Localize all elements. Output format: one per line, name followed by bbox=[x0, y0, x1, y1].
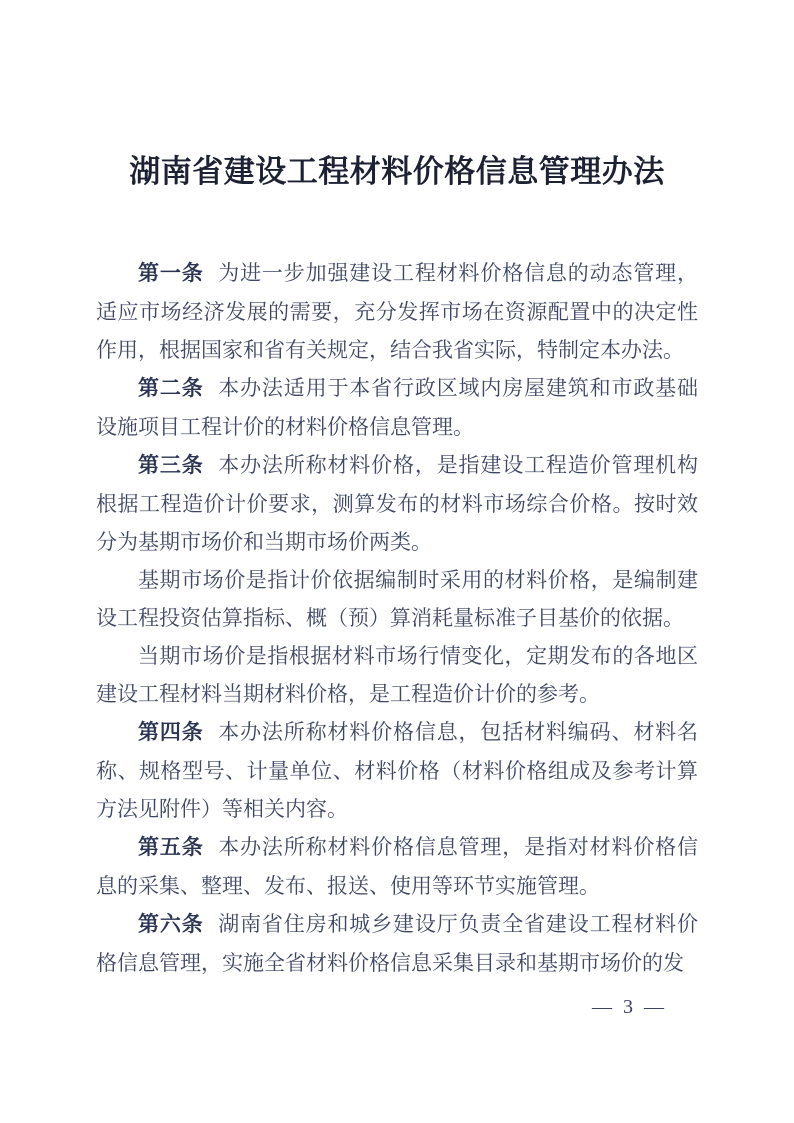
paragraph bbox=[96, 828, 698, 905]
paragraph bbox=[96, 637, 698, 713]
article-label: 第二条 bbox=[138, 377, 204, 400]
paragraph-text: 本办法所称材料价格，是指建设工程造价管理机构根据工程造价计价要求，测算发布的材料市场综合价格。按时效分为基期市场价和当期市场价两类。 bbox=[96, 453, 699, 554]
paragraph bbox=[96, 713, 698, 828]
paragraph-text: 为进一步加强建设工程材料价格信息的动态管理，适应市场经济发展的需要，充分发挥市场在资源配置中的决定性作用，根据国家和省有关规定，结合我省实际，特制定本办法。 bbox=[96, 261, 699, 362]
article-label: 第六条 bbox=[138, 913, 204, 936]
article-label: 第一条 bbox=[138, 262, 204, 285]
paragraph bbox=[96, 369, 698, 446]
paragraph bbox=[96, 561, 698, 637]
paragraph-text: 本办法适用于本省行政区域内房屋建筑和市政基础设施项目工程计价的材料价格信息管理。 bbox=[96, 376, 699, 439]
paragraph-text: 湖南省住房和城乡建设厅负责全省建设工程材料价格信息管理，实施全省材料价格信息采集目录和基期市场价的发 bbox=[96, 912, 699, 975]
article-label: 第四条 bbox=[138, 721, 204, 744]
page-number: — 3 — bbox=[592, 996, 667, 1018]
paragraph-text: 基期市场价是指计价依据编制时采用的材料价格，是编制建设工程投资估算指标、概（预）算消耗量标准子目基价的依据。 bbox=[96, 568, 698, 630]
paragraph bbox=[96, 254, 698, 369]
paragraph bbox=[96, 446, 698, 561]
article-label: 第三条 bbox=[138, 454, 204, 477]
paragraph bbox=[96, 905, 698, 982]
article-label: 第五条 bbox=[138, 836, 204, 859]
document-body bbox=[96, 254, 698, 982]
paragraph-text: 当期市场价是指根据材料市场行情变化，定期发布的各地区建设工程材料当期材料价格，是工程造价计价的参考。 bbox=[96, 644, 698, 706]
document-title: 湖南省建设工程材料价格信息管理办法 bbox=[129, 154, 665, 189]
paragraph-text: 本办法所称材料价格信息，包括材料编码、材料名称、规格型号、计量单位、材料价格（材料价格组成及参考计算方法见附件）等相关内容。 bbox=[96, 720, 699, 821]
paragraph-text: 本办法所称材料价格信息管理，是指对材料价格信息的采集、整理、发布、报送、使用等环节实施管理。 bbox=[96, 835, 699, 898]
